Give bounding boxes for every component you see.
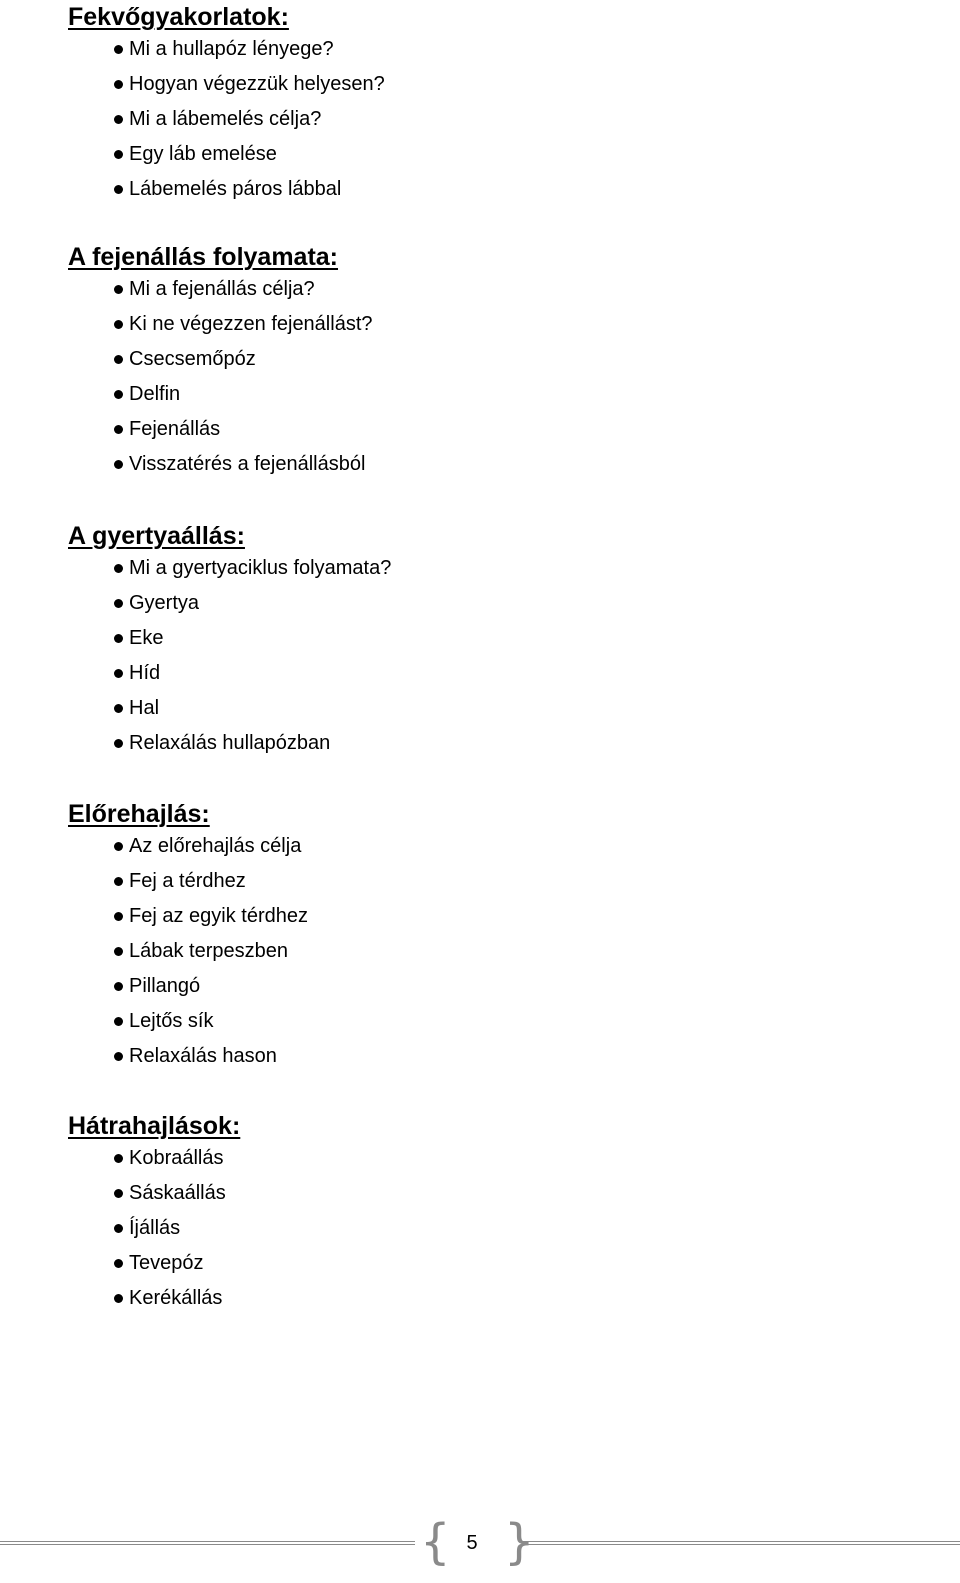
list-item [68,412,928,447]
list-item-text: Íjállás [129,1217,181,1239]
list-item-text: Mi a hullapóz lényege? [129,38,334,60]
list-item [68,621,928,656]
list-item [68,934,928,969]
list-item-text: Fej az egyik térdhez [129,905,308,927]
list-item [68,377,928,412]
section-hatrahajlasok [68,1111,928,1316]
list-item [68,1141,928,1176]
list-item [68,656,928,691]
bullet-dot-icon [114,185,123,194]
bullet-dot-icon [114,842,123,851]
list-item [68,726,928,761]
list-item [68,969,928,1004]
section-gyertyaallas [68,521,928,761]
bullet-dot-icon [114,877,123,886]
list-item-text: Kerékállás [129,1287,223,1309]
footer-rule-right [523,1541,960,1545]
list-item-text: Ki ne végezzen fejenállást? [129,313,373,335]
list-item-text: Visszatérés a fejenállásból [129,453,366,475]
list-item-text: Gyertya [129,592,200,614]
list-item-text: Mi a gyertyaciklus folyamata? [129,557,392,579]
list-item-text: Eke [129,627,164,649]
bullet-dot-icon [114,1294,123,1303]
bullet-dot-icon [114,1224,123,1233]
bullet-list [68,272,928,482]
list-item-text: Tevepóz [129,1252,204,1274]
bullet-dot-icon [114,912,123,921]
list-item [68,447,928,482]
list-item-text: Relaxálás hullapózban [129,732,331,754]
bullet-dot-icon [114,739,123,748]
list-item [68,691,928,726]
list-item-text: Fej a térdhez [129,870,246,892]
list-item [68,1004,928,1039]
list-item-text: Mi a fejenállás célja? [129,278,315,300]
bullet-dot-icon [114,80,123,89]
bullet-dot-icon [114,390,123,399]
list-item-text: Lejtős sík [129,1010,214,1032]
list-item [68,586,928,621]
list-item-text: Mi a lábemelés célja? [129,108,322,130]
list-item-text: Pillangó [129,975,201,997]
list-item [68,899,928,934]
bullet-dot-icon [114,355,123,364]
list-item [68,137,928,172]
bullet-dot-icon [114,45,123,54]
list-item-text: Kobraállás [129,1147,224,1169]
list-item [68,342,928,377]
bullet-list [68,1141,928,1316]
section-fekvogyakorlatok [68,2,928,207]
bullet-dot-icon [114,599,123,608]
bullet-dot-icon [114,634,123,643]
list-item-text: Híd [129,662,161,684]
list-item [68,1246,928,1281]
list-item [68,1211,928,1246]
list-item [68,551,928,586]
list-item [68,1281,928,1316]
bullet-dot-icon [114,982,123,991]
bullet-dot-icon [114,564,123,573]
bullet-list [68,551,928,761]
list-item [68,272,928,307]
list-item [68,172,928,207]
bullet-dot-icon [114,1154,123,1163]
list-item-text: Egy láb emelése [129,143,277,165]
list-item [68,102,928,137]
section-heading: Előrehajlás: [68,800,210,828]
bullet-dot-icon [114,1259,123,1268]
list-item [68,829,928,864]
list-item-text: Lábak terpeszben [129,940,289,962]
list-item-text: Lábemelés páros lábbal [129,178,342,200]
right-brace-icon: } [504,1514,535,1570]
bullet-dot-icon [114,460,123,469]
list-item [68,32,928,67]
list-item [68,307,928,342]
bullet-list [68,829,928,1074]
list-item-text: Sáskaállás [129,1182,226,1204]
bullet-dot-icon [114,947,123,956]
list-item-text: Hogyan végezzük helyesen? [129,73,385,95]
page-number: 5 [466,1532,478,1554]
list-item-text: Az előrehajlás célja [129,835,302,857]
section-heading: A fejenállás folyamata: [68,243,339,271]
footer-rule-left [0,1541,415,1545]
bullet-dot-icon [114,150,123,159]
section-heading: Hátrahajlások: [68,1112,241,1140]
section-elorehajlas [68,799,928,1074]
list-item-text: Csecsemőpóz [129,348,256,370]
bullet-dot-icon [114,1052,123,1061]
list-item-text: Hal [129,697,160,719]
section-fejenallas [68,242,928,482]
list-item [68,1039,928,1074]
list-item-text: Relaxálás hason [129,1045,277,1067]
bullet-list [68,32,928,207]
list-item-text: Fejenállás [129,418,221,440]
bullet-dot-icon [114,285,123,294]
list-item [68,864,928,899]
bullet-dot-icon [114,1189,123,1198]
bullet-dot-icon [114,115,123,124]
left-brace-icon: { [420,1514,451,1570]
bullet-dot-icon [114,1017,123,1026]
list-item [68,1176,928,1211]
bullet-dot-icon [114,669,123,678]
list-item [68,67,928,102]
section-heading: A gyertyaállás: [68,522,245,550]
bullet-dot-icon [114,320,123,329]
section-heading: Fekvőgyakorlatok: [68,3,289,31]
list-item-text: Delfin [129,383,181,405]
bullet-dot-icon [114,425,123,434]
bullet-dot-icon [114,704,123,713]
page-footer [0,1514,960,1570]
